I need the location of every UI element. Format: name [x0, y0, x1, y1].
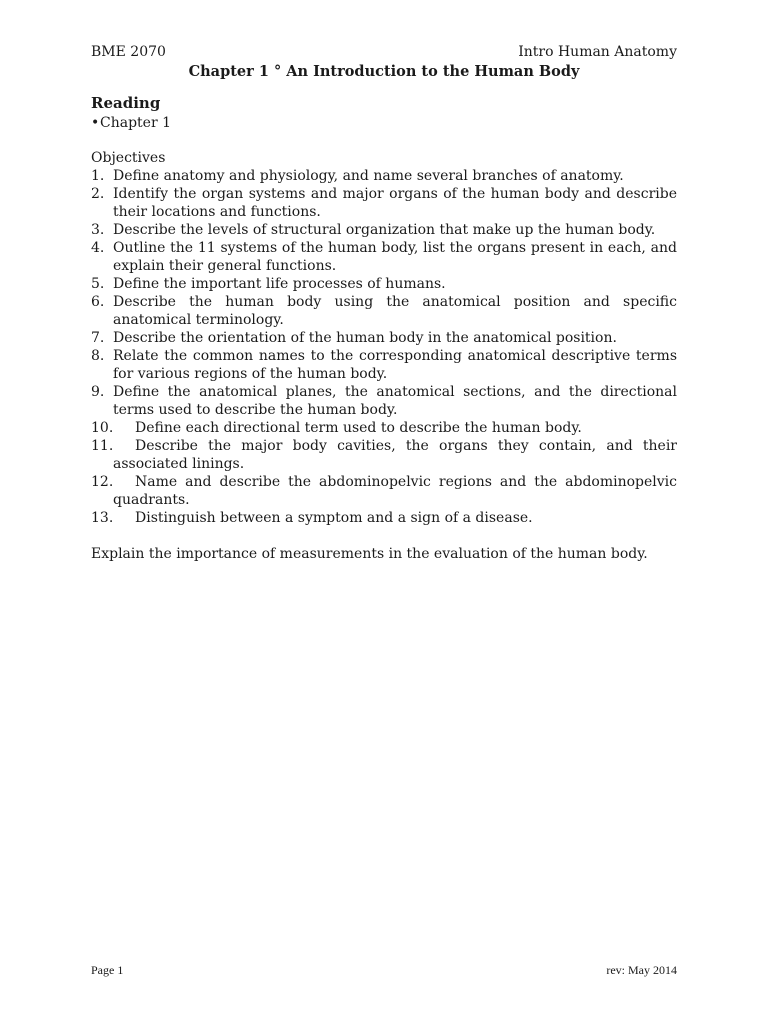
objective-text: Distinguish between a symptom and a sign of a disease.: [135, 510, 533, 526]
objective-number: 4.: [91, 240, 105, 256]
page-footer: [91, 962, 677, 978]
objective-number: 8.: [91, 348, 105, 364]
objectives-heading: Objectives: [91, 150, 166, 166]
objective-number: 11.: [91, 438, 114, 454]
objective-number: 10.: [91, 420, 114, 436]
page-header: [91, 42, 677, 62]
revision-date: rev: May 2014: [606, 963, 677, 977]
objective-item: [91, 185, 677, 221]
objective-text: Describe the levels of structural organization that make up the human body.: [113, 222, 656, 238]
closing-paragraph: Explain the importance of measurements in the evaluation of the human body.: [91, 546, 648, 562]
page-number: Page 1: [91, 963, 124, 977]
chapter-title: Chapter 1 ° An Introduction to the Human Body: [188, 63, 580, 80]
objective-number: 12.: [91, 474, 114, 490]
objective-item: [91, 437, 677, 473]
objective-text: Define the important life processes of humans.: [113, 276, 446, 292]
objective-text: Name and describe the abdominopelvic regions and the abdominopelvic quadrants.: [113, 474, 677, 508]
objective-item: [91, 221, 677, 239]
objective-number: 2.: [91, 186, 105, 202]
objective-text: Describe the human body using the anatomical position and specific anatomical terminology.: [113, 294, 677, 328]
reading-item: [91, 113, 677, 133]
objective-text: Define each directional term used to describe the human body.: [135, 420, 582, 436]
objective-item: [91, 347, 677, 383]
objective-text: Describe the orientation of the human body in the anatomical position.: [113, 330, 617, 346]
objective-number: 13.: [91, 510, 114, 526]
objective-number: 1.: [91, 168, 105, 184]
bullet-icon: •: [91, 115, 100, 131]
document-page: [91, 42, 677, 563]
objective-item: [91, 383, 677, 419]
objective-item: [91, 473, 677, 509]
objective-number: 3.: [91, 222, 105, 238]
course-code: BME 2070: [91, 44, 166, 60]
objective-text: Define anatomy and physiology, and name several branches of anatomy.: [113, 168, 624, 184]
objective-number: 6.: [91, 294, 105, 310]
objective-item: [91, 167, 677, 185]
objective-text: Describe the major body cavities, the organs they contain, and their associated linings.: [113, 438, 677, 472]
objective-item: [91, 329, 677, 347]
objective-text: Outline the 11 systems of the human body, list the organs present in each, and explain their general functions.: [113, 240, 677, 274]
objective-number: 5.: [91, 276, 105, 292]
objective-item: [91, 509, 677, 527]
objective-number: 7.: [91, 330, 105, 346]
objective-item: [91, 419, 677, 437]
reading-heading: Reading: [91, 94, 161, 112]
objective-text: Relate the common names to the corresponding anatomical descriptive terms for various regions of the human body.: [113, 348, 677, 382]
objective-number: 9.: [91, 384, 105, 400]
reading-item-text: Chapter 1: [100, 115, 171, 131]
objective-item: [91, 275, 677, 293]
objective-item: [91, 239, 677, 275]
objective-text: Define the anatomical planes, the anatomical sections, and the directional terms used to describe the human body.: [113, 384, 677, 418]
objectives-list: [91, 167, 677, 527]
objective-item: [91, 293, 677, 329]
course-name: Intro Human Anatomy: [518, 44, 677, 60]
objective-text: Identify the organ systems and major organs of the human body and describe their locations and functions.: [113, 186, 677, 220]
